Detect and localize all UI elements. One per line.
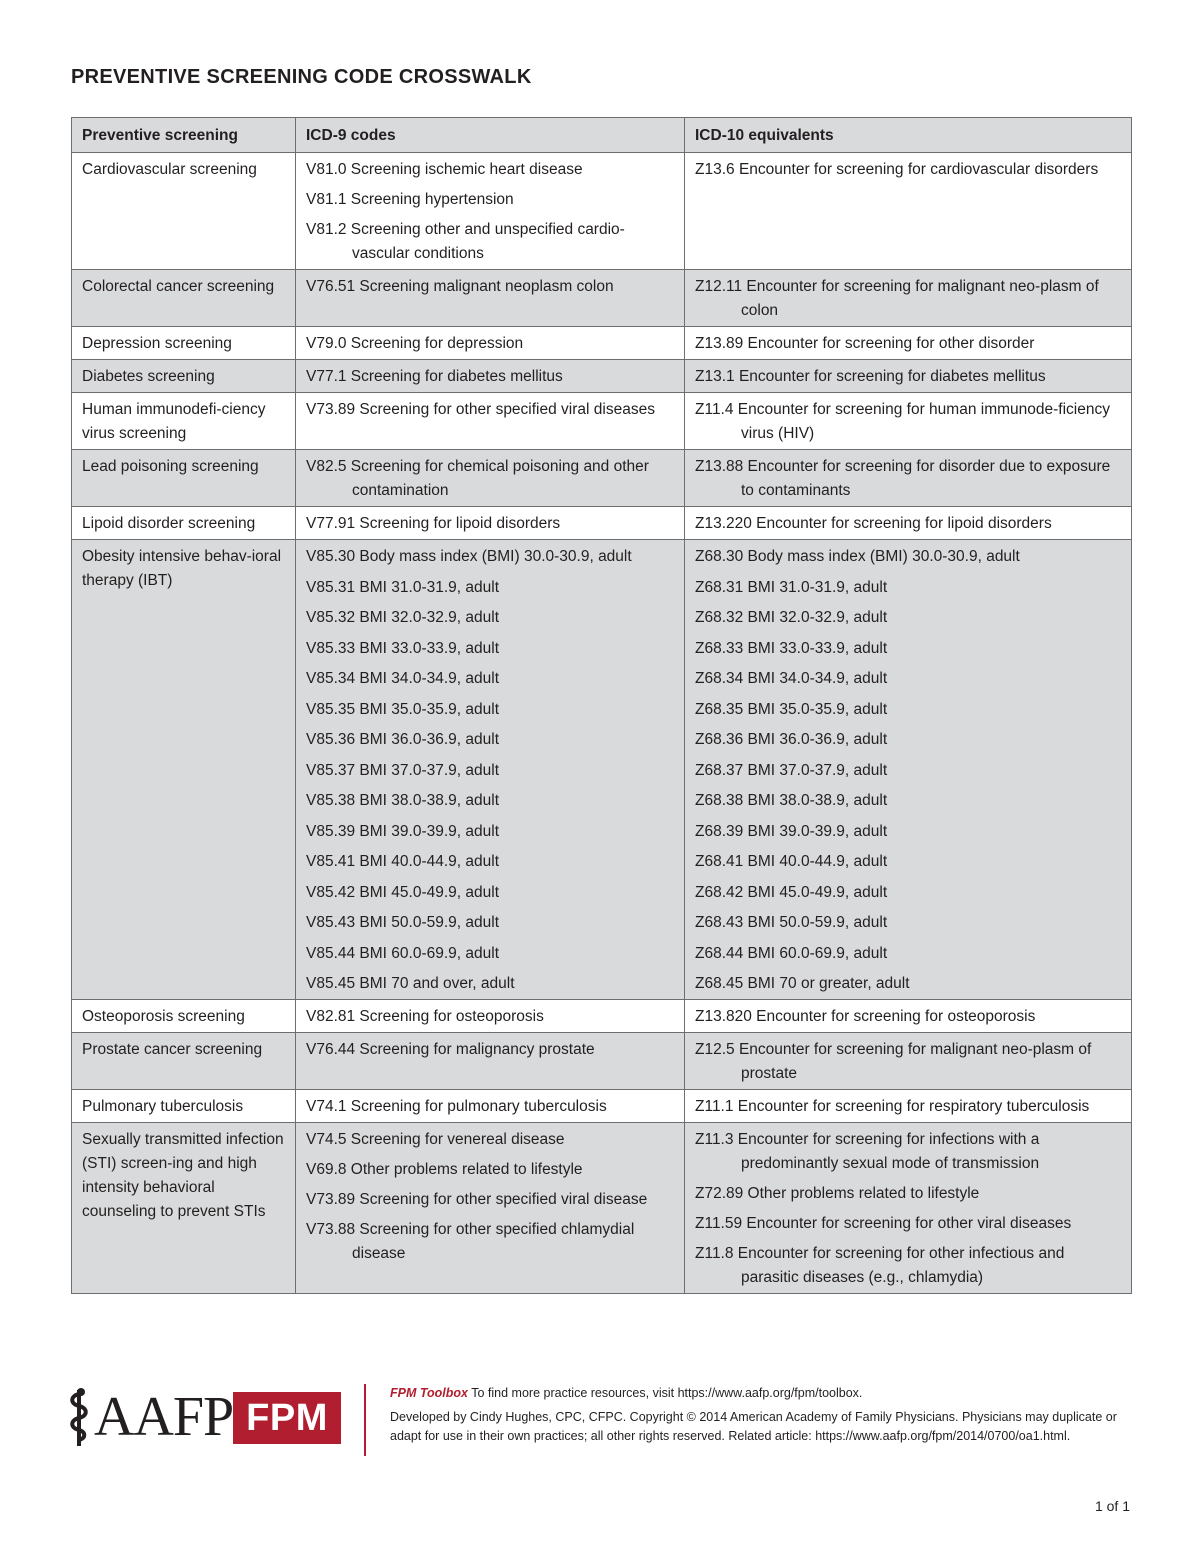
aafp-logo-text: AAFP [94, 1386, 234, 1448]
icd10-code-entry: Z11.59 Encounter for screening for other viral diseases [695, 1215, 1072, 1232]
icd9-codes-cell [296, 1033, 685, 1090]
icd9-codes-cell [296, 540, 685, 1000]
icd10-codes-cell [685, 327, 1132, 360]
screening-name-cell: Colorectal cancer screening [72, 270, 296, 327]
table-row [72, 327, 1132, 360]
table-row [72, 507, 1132, 540]
icd10-codes-cell [685, 507, 1132, 540]
toolbox-line [390, 1384, 1130, 1403]
icd10-codes-cell [685, 153, 1132, 270]
developed-by-text: Developed by Cindy Hughes, CPC, CFPC. Copyright © 2014 American Academy of Family Physicians. Physicians may duplicate or adapt for use in their own practices; all other rights reserved. Related article: https://www.aafp.org/fpm/2014/0700/oa1.html. [390, 1410, 1117, 1443]
icd9-code-entry: V85.30 Body mass index (BMI) 30.0-30.9, adult [306, 548, 632, 565]
icd10-code-entry: Z68.36 BMI 36.0-36.9, adult [695, 731, 888, 748]
icd10-code-entry: Z13.6 Encounter for screening for cardiovascular disorders [695, 161, 1099, 178]
icd10-code-entry: Z13.1 Encounter for screening for diabetes mellitus [695, 368, 1046, 385]
icd9-code-entry: V79.0 Screening for depression [306, 335, 524, 352]
icd9-code-entry: V82.5 Screening for chemical poisoning and other contamination [306, 458, 649, 499]
icd10-code-entry: Z68.30 Body mass index (BMI) 30.0-30.9, adult [695, 548, 1020, 565]
icd9-code-entry: V85.45 BMI 70 and over, adult [306, 975, 515, 992]
fpm-logo: FPM [233, 1392, 341, 1444]
screening-name-cell: Lead poisoning screening [72, 450, 296, 507]
screening-name-cell: Pulmonary tuberculosis [72, 1090, 296, 1123]
page-number: 1 of 1 [1094, 1498, 1130, 1514]
icd10-code-entry: Z68.39 BMI 39.0-39.9, adult [695, 822, 888, 840]
icd9-code-entry: V81.2 Screening other and unspecified cardio-vascular conditions [306, 221, 625, 262]
page-title: PREVENTIVE SCREENING CODE CROSSWALK [71, 66, 532, 88]
icd9-code-entry: V81.1 Screening hypertension [306, 191, 514, 208]
header-icd10-equivalents: ICD-10 equivalents [685, 118, 1132, 153]
screening-name-cell: Sexually transmitted infection (STI) screen-ing and high intensity behavioral counseling to prevent STIs [72, 1123, 296, 1294]
toolbox-text: To find more practice resources, visit https://www.aafp.org/fpm/toolbox. [471, 1386, 863, 1400]
icd9-codes-cell [296, 450, 685, 507]
icd9-code-entry: V76.51 Screening malignant neoplasm colon [306, 278, 614, 295]
header-icd9-codes: ICD-9 codes [296, 118, 685, 153]
icd10-code-entry: Z11.8 Encounter for screening for other infectious and parasitic diseases (e.g., chlamydia) [695, 1245, 1065, 1286]
aesculapius-staff-icon [66, 1386, 92, 1448]
icd9-codes-cell [296, 507, 685, 540]
footer-text [390, 1384, 1130, 1446]
icd9-code-entry: V85.36 BMI 36.0-36.9, adult [306, 731, 500, 748]
icd10-codes-cell [685, 270, 1132, 327]
icd10-code-entry: Z68.37 BMI 37.0-37.9, adult [695, 761, 888, 779]
icd10-code-entry: Z12.5 Encounter for screening for malignant neo-plasm of prostate [695, 1041, 1092, 1082]
icd10-code-entry: Z68.35 BMI 35.0-35.9, adult [695, 700, 888, 718]
icd9-code-entry: V85.31 BMI 31.0-31.9, adult [306, 578, 500, 596]
screening-name-cell: Lipoid disorder screening [72, 507, 296, 540]
icd9-code-entry: V85.39 BMI 39.0-39.9, adult [306, 822, 500, 840]
icd10-code-entry: Z68.45 BMI 70 or greater, adult [695, 975, 910, 992]
crosswalk-table [71, 117, 1132, 1294]
screening-name-cell: Human immunodefi-ciency virus screening [72, 393, 296, 450]
header-preventive-screening: Preventive screening [72, 118, 296, 153]
table-row [72, 1123, 1132, 1294]
icd10-code-entry: Z68.32 BMI 32.0-32.9, adult [695, 609, 888, 626]
icd10-code-entry: Z68.42 BMI 45.0-49.9, adult [695, 883, 888, 901]
icd9-code-entry: V85.44 BMI 60.0-69.9, adult [306, 944, 500, 962]
table-row [72, 540, 1132, 1000]
icd10-codes-cell [685, 360, 1132, 393]
icd9-code-entry: V85.41 BMI 40.0-44.9, adult [306, 853, 500, 870]
screening-name-cell: Prostate cancer screening [72, 1033, 296, 1090]
icd10-codes-cell [685, 1033, 1132, 1090]
screening-name-cell: Diabetes screening [72, 360, 296, 393]
icd9-code-entry: V77.91 Screening for lipoid disorders [306, 515, 561, 532]
screening-name-cell: Cardiovascular screening [72, 153, 296, 270]
icd9-codes-cell [296, 1123, 685, 1294]
icd10-code-entry: Z13.220 Encounter for screening for lipoid disorders [695, 515, 1052, 532]
icd10-code-entry: Z68.43 BMI 50.0-59.9, adult [695, 914, 888, 931]
icd10-codes-cell [685, 1090, 1132, 1123]
table-row [72, 393, 1132, 450]
icd10-code-entry: Z13.820 Encounter for screening for osteoporosis [695, 1008, 1036, 1025]
icd10-code-entry: Z68.41 BMI 40.0-44.9, adult [695, 853, 888, 870]
icd9-code-entry: V74.5 Screening for venereal disease [306, 1131, 565, 1148]
icd9-code-entry: V82.81 Screening for osteoporosis [306, 1008, 544, 1025]
icd10-codes-cell [685, 1000, 1132, 1033]
screening-name-cell: Osteoporosis screening [72, 1000, 296, 1033]
icd9-code-entry: V85.32 BMI 32.0-32.9, adult [306, 609, 500, 626]
icd9-code-entry: V73.88 Screening for other specified chlamydial disease [306, 1221, 635, 1262]
table-row [72, 1090, 1132, 1123]
icd9-codes-cell [296, 360, 685, 393]
icd10-code-entry: Z68.31 BMI 31.0-31.9, adult [695, 578, 888, 596]
icd9-code-entry: V85.38 BMI 38.0-38.9, adult [306, 792, 500, 809]
table-header-row [72, 118, 1132, 153]
icd9-code-entry: V74.1 Screening for pulmonary tuberculosis [306, 1098, 607, 1115]
icd10-code-entry: Z68.33 BMI 33.0-33.9, adult [695, 639, 888, 657]
icd9-code-entry: V73.89 Screening for other specified viral diseases [306, 401, 655, 418]
toolbox-label: FPM Toolbox [390, 1386, 468, 1400]
icd9-code-entry: V81.0 Screening ischemic heart disease [306, 161, 583, 178]
icd9-codes-cell [296, 1000, 685, 1033]
table-row [72, 153, 1132, 270]
icd10-code-entry: Z68.38 BMI 38.0-38.9, adult [695, 792, 888, 809]
icd9-code-entry: V85.33 BMI 33.0-33.9, adult [306, 639, 500, 657]
icd9-code-entry: V85.34 BMI 34.0-34.9, adult [306, 670, 500, 687]
icd10-code-entry: Z11.4 Encounter for screening for human immunode-ficiency virus (HIV) [695, 401, 1110, 442]
icd10-codes-cell [685, 1123, 1132, 1294]
footer-divider [364, 1384, 366, 1456]
screening-name-cell: Obesity intensive behav-ioral therapy (IBT) [72, 540, 296, 1000]
icd9-codes-cell [296, 1090, 685, 1123]
icd10-codes-cell [685, 393, 1132, 450]
icd9-codes-cell [296, 327, 685, 360]
icd10-code-entry: Z13.89 Encounter for screening for other disorder [695, 335, 1035, 352]
table-row [72, 1033, 1132, 1090]
icd10-codes-cell [685, 540, 1132, 1000]
icd9-code-entry: V85.35 BMI 35.0-35.9, adult [306, 700, 500, 718]
footer-logos [66, 1384, 366, 1454]
table-row [72, 360, 1132, 393]
icd10-code-entry: Z68.34 BMI 34.0-34.9, adult [695, 670, 888, 687]
icd10-code-entry: Z13.88 Encounter for screening for disorder due to exposure to contaminants [695, 458, 1111, 499]
icd9-code-entry: V77.1 Screening for diabetes mellitus [306, 368, 563, 385]
icd9-codes-cell [296, 153, 685, 270]
icd9-codes-cell [296, 270, 685, 327]
icd9-code-entry: V85.43 BMI 50.0-59.9, adult [306, 914, 500, 931]
icd10-code-entry: Z68.44 BMI 60.0-69.9, adult [695, 944, 888, 962]
icd9-code-entry: V76.44 Screening for malignancy prostate [306, 1041, 595, 1058]
icd10-code-entry: Z72.89 Other problems related to lifestyle [695, 1185, 980, 1202]
table-row [72, 270, 1132, 327]
icd9-codes-cell [296, 393, 685, 450]
icd10-codes-cell [685, 450, 1132, 507]
icd10-code-entry: Z11.3 Encounter for screening for infections with a predominantly sexual mode of transmission [695, 1131, 1040, 1172]
icd9-code-entry: V69.8 Other problems related to lifestyle [306, 1161, 583, 1178]
icd9-code-entry: V85.37 BMI 37.0-37.9, adult [306, 761, 500, 779]
icd9-code-entry: V73.89 Screening for other specified viral disease [306, 1191, 648, 1208]
icd9-code-entry: V85.42 BMI 45.0-49.9, adult [306, 883, 500, 901]
screening-name-cell: Depression screening [72, 327, 296, 360]
table-row [72, 450, 1132, 507]
table-row [72, 1000, 1132, 1033]
icd10-code-entry: Z11.1 Encounter for screening for respiratory tuberculosis [695, 1098, 1090, 1115]
icd10-code-entry: Z12.11 Encounter for screening for malignant neo-plasm of colon [695, 278, 1099, 319]
table-body [72, 153, 1132, 1294]
